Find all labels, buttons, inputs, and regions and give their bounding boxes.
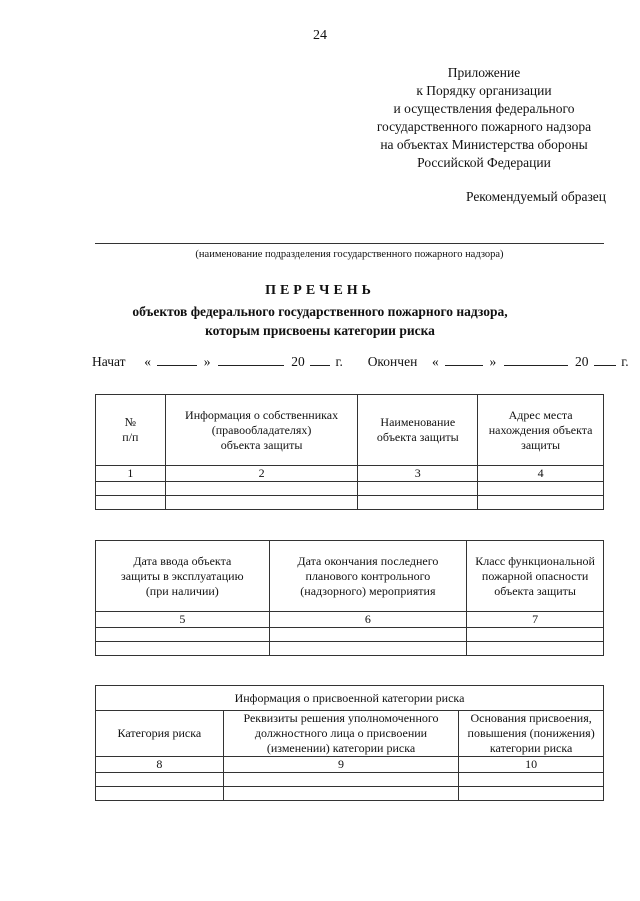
table-row bbox=[96, 773, 604, 787]
risk-info-group-header: Информация о присвоенной категории риска bbox=[96, 686, 604, 711]
organization-name-line bbox=[95, 243, 604, 244]
empty-cell[interactable] bbox=[223, 787, 459, 801]
end-year-prefix: 20 bbox=[575, 354, 589, 369]
empty-cell[interactable] bbox=[459, 787, 604, 801]
objects-table bbox=[95, 394, 604, 510]
appendix-line: к Порядку организации bbox=[416, 83, 552, 98]
column-number: 3 bbox=[358, 466, 478, 482]
empty-cell[interactable] bbox=[96, 496, 166, 510]
table-row bbox=[96, 482, 604, 496]
table-header-row bbox=[96, 711, 604, 757]
column-number-row bbox=[96, 466, 604, 482]
start-close-quote: » bbox=[203, 354, 211, 369]
document-title: ПЕРЕЧЕНЬ bbox=[265, 283, 375, 298]
recommended-sample-label: Рекомендуемый образец bbox=[465, 189, 606, 204]
end-month-blank[interactable] bbox=[504, 351, 568, 366]
column-number: 6 bbox=[269, 612, 467, 628]
appendix-line: и осуществления федерального bbox=[393, 101, 575, 116]
risk-category-table bbox=[95, 685, 604, 801]
empty-cell[interactable] bbox=[478, 496, 604, 510]
end-year-suffix: г. bbox=[621, 354, 629, 369]
end-open-quote: « bbox=[432, 354, 439, 369]
dates-class-table bbox=[95, 540, 604, 656]
column-number: 2 bbox=[165, 466, 358, 482]
appendix-block bbox=[356, 64, 612, 172]
table-row bbox=[96, 628, 604, 642]
start-day-blank[interactable] bbox=[157, 351, 197, 366]
empty-cell[interactable] bbox=[165, 496, 358, 510]
empty-cell[interactable] bbox=[358, 482, 478, 496]
empty-cell[interactable] bbox=[96, 628, 270, 642]
start-open-quote: « bbox=[144, 354, 152, 369]
end-close-quote: » bbox=[489, 354, 497, 369]
column-number-row bbox=[96, 757, 604, 773]
organization-name-caption: (наименование подразделения государственного пожарного надзора) bbox=[195, 249, 504, 260]
empty-cell[interactable] bbox=[96, 787, 224, 801]
col-object-name-header: Наименование объекта защиты bbox=[358, 395, 478, 466]
column-number: 5 bbox=[96, 612, 270, 628]
col-owners-header: Информация о собственниках (правообладателях) объекта защиты bbox=[165, 395, 358, 466]
column-number: 8 bbox=[96, 757, 224, 773]
table-group-header-row bbox=[96, 686, 604, 711]
column-number: 4 bbox=[478, 466, 604, 482]
col-number-header: № п/п bbox=[96, 395, 166, 466]
dates-row bbox=[92, 351, 629, 370]
document-subtitle bbox=[0, 302, 640, 340]
table-row bbox=[96, 642, 604, 656]
col-address-header: Адрес места нахождения объекта защиты bbox=[478, 395, 604, 466]
col-last-inspection-header: Дата окончания последнего планового контрольного (надзорного) мероприятия bbox=[269, 541, 467, 612]
table-row bbox=[96, 496, 604, 510]
start-year-suffix: г. bbox=[335, 354, 343, 369]
empty-cell[interactable] bbox=[467, 628, 604, 642]
page-number: 24 bbox=[313, 28, 327, 43]
column-number-row bbox=[96, 612, 604, 628]
subtitle-line: объектов федерального государственного пожарного надзора, bbox=[132, 304, 508, 319]
start-year-prefix: 20 bbox=[291, 354, 305, 369]
col-commissioning-date-header: Дата ввода объекта защиты в эксплуатацию (при наличии) bbox=[96, 541, 270, 612]
column-number: 7 bbox=[467, 612, 604, 628]
table-header-row bbox=[96, 395, 604, 466]
empty-cell[interactable] bbox=[478, 482, 604, 496]
start-year-blank[interactable] bbox=[310, 351, 330, 366]
empty-cell[interactable] bbox=[269, 628, 467, 642]
col-fire-class-header: Класс функциональной пожарной опасности объекта защиты bbox=[467, 541, 604, 612]
appendix-line: на объектах Министерства обороны bbox=[380, 137, 588, 152]
table-row bbox=[96, 787, 604, 801]
table-header-row bbox=[96, 541, 604, 612]
empty-cell[interactable] bbox=[223, 773, 459, 787]
start-label: Начат bbox=[92, 354, 126, 369]
empty-cell[interactable] bbox=[459, 773, 604, 787]
empty-cell[interactable] bbox=[96, 482, 166, 496]
column-number: 10 bbox=[459, 757, 604, 773]
col-risk-category-header: Категория риска bbox=[96, 711, 224, 757]
col-grounds-header: Основания присвоения, повышения (понижения) категории риска bbox=[459, 711, 604, 757]
empty-cell[interactable] bbox=[96, 773, 224, 787]
start-month-blank[interactable] bbox=[218, 351, 284, 366]
appendix-line: Российской Федерации bbox=[417, 155, 551, 170]
empty-cell[interactable] bbox=[467, 642, 604, 656]
end-label: Окончен bbox=[367, 354, 418, 369]
empty-cell[interactable] bbox=[96, 642, 270, 656]
appendix-line: Приложение bbox=[447, 65, 521, 80]
end-year-blank[interactable] bbox=[594, 351, 616, 366]
end-day-blank[interactable] bbox=[445, 351, 483, 366]
empty-cell[interactable] bbox=[165, 482, 358, 496]
column-number: 9 bbox=[223, 757, 459, 773]
subtitle-line: которым присвоены категории риска bbox=[205, 323, 435, 338]
col-decision-details-header: Реквизиты решения уполномоченного должностного лица о присвоении (изменении) категории риска bbox=[223, 711, 459, 757]
column-number: 1 bbox=[96, 466, 166, 482]
empty-cell[interactable] bbox=[269, 642, 467, 656]
appendix-line: государственного пожарного надзора bbox=[376, 119, 592, 134]
empty-cell[interactable] bbox=[358, 496, 478, 510]
